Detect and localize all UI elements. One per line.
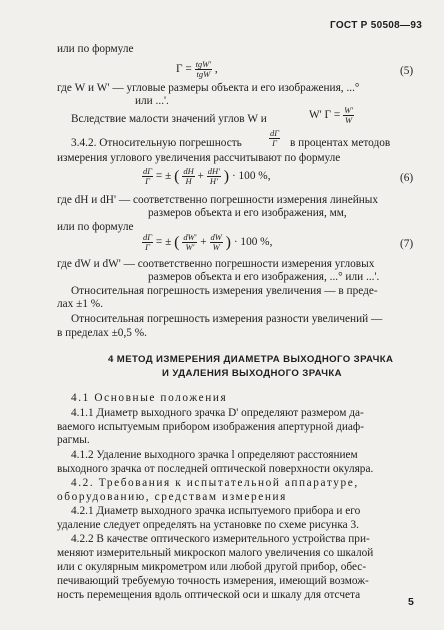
text-line: или ...'. (135, 95, 169, 107)
formula-7: $\frac{dГ}{Г}$ = ± ( $\frac{dW'}{W'}$ + $\frac{dW}{W}$ ) · 100 %, (143, 232, 273, 252)
text-line: Вследствие малости значений углов W и (71, 113, 267, 125)
text-line: печивающий требуемую точность измерения, имеющий возмож- (57, 575, 369, 587)
text-line: где dW и dW' — соответственно погрешности измерения угловых (57, 258, 375, 270)
text-line: или с окулярным микрометром или любой другой прибор, обес- (57, 561, 367, 573)
formula-operator: = ± (155, 170, 172, 183)
text-line: Относительная погрешность измерения увеличения — в преде- (71, 285, 378, 297)
text-line: выходного зрачка от последней оптической поверхности окуляра. (57, 463, 374, 475)
fraction-denominator: W (212, 242, 220, 252)
text-line: где W и W' — угловые размеры объекта и его изображения, ...° (57, 82, 360, 94)
subsection-heading: 4.2. Требования к испытательной аппаратуре, (71, 477, 359, 489)
formula-operator: + (200, 236, 207, 249)
relative-error-symbol (269, 129, 280, 148)
section-heading: И УДАЛЕНИЯ ВЫХОДНОГО ЗРАЧКА (162, 368, 342, 379)
fraction-numerator: dГ (143, 232, 153, 242)
text-line: ваемого испытуемым прибором изображения апертурной диаф- (57, 421, 364, 433)
fraction-numerator: dГ (143, 166, 153, 176)
subsection-heading: оборудованию, средствам измерения (57, 491, 287, 503)
fraction-numerator: dH (183, 166, 194, 176)
text-line: 4.2.1 Диаметр выходного зрачка испытуемого прибора и его (71, 505, 361, 517)
text-line: или по формуле (57, 43, 134, 55)
text-line: 4.1.1 Диаметр выходного зрачка D' определяют размером да- (71, 407, 364, 419)
fraction (343, 106, 354, 125)
inline-formula (309, 106, 354, 125)
fraction-denominator: W' (185, 242, 195, 252)
equation-number: (6) (400, 172, 414, 184)
fraction-denominator: Г (272, 138, 277, 148)
fraction-denominator: W (344, 115, 353, 125)
page-number: 5 (408, 596, 414, 608)
formula-tail: · 100 %, (233, 236, 273, 249)
text-line: в пределах ±0,5 %. (57, 327, 147, 339)
formula-6: $\frac{dГ}{Г}$ = ± ( $\frac{dH}{H}$ + $\frac{dH'}{H'}$ ) · 100 %, (143, 166, 271, 186)
fraction-numerator: dW (210, 232, 222, 242)
fraction (210, 233, 223, 252)
text-line: размеров объекта и его изображения, ...° или ...'. (148, 271, 380, 283)
fraction-numerator: dГ (270, 128, 280, 138)
formula-lhs: Г = (176, 63, 192, 76)
subsection-heading: 4.1 Основные положения (71, 392, 228, 404)
text-line: меняют измерительный микроскоп малого увеличения со шкалой (57, 547, 374, 559)
equation-number: (5) (400, 65, 414, 77)
equation-number: (7) (400, 238, 414, 250)
fraction (195, 60, 213, 79)
text-line: 4.2.2 В качестве оптического измерительного устройства при- (71, 533, 370, 545)
formula-tail: · 100 %, (231, 170, 271, 183)
formula-lhs: W' Г = (309, 109, 341, 122)
fraction-denominator: Г (145, 176, 150, 186)
section-heading: 4 МЕТОД ИЗМЕРЕНИЯ ДИАМЕТРА ВЫХОДНОГО ЗРАЧКА (108, 354, 394, 365)
formula-operator: + (197, 170, 204, 183)
text-line: измерения углового увеличения рассчитывают по формуле (57, 152, 341, 164)
text-line: размеров объекта и его изображения, мм, (148, 207, 347, 219)
text-line: рагмы. (57, 434, 90, 446)
text-line: 3.4.2. Относительную погрешность (71, 137, 242, 149)
text-line: 4.1.2 Удаление выходного зрачка l определяют расстоянием (71, 449, 358, 461)
formula-operator: = ± (155, 236, 172, 249)
text-line: Относительная погрешность измерения разности увеличений — (71, 313, 383, 325)
fraction-denominator: Г (145, 242, 150, 252)
text-line: удаление следует определять на установке по схеме рисунка 3. (57, 519, 359, 531)
fraction-numerator: W' (344, 105, 353, 115)
text-line: или по формуле (57, 221, 134, 233)
standard-header: ГОСТ Р 50508—93 (330, 20, 423, 31)
text-line: лах ±1 %. (57, 298, 104, 310)
fraction (142, 167, 153, 186)
fraction (142, 233, 153, 252)
formula-5: Г = $\frac{\text{tgW'}}{\text{tgW}}$ , (176, 59, 218, 79)
fraction (182, 233, 197, 252)
fraction-numerator: dH' (207, 166, 220, 176)
text-line: ность перемещения вдоль оптической оси и шкалу для отсчета (57, 589, 361, 601)
fraction-denominator: tgW (196, 69, 211, 79)
fraction-numerator: tgW' (195, 59, 212, 69)
fraction (182, 167, 194, 186)
text-line: где dH и dH' — соответственно погрешности измерения линейных (57, 194, 379, 206)
fraction-denominator: H' (209, 176, 218, 186)
fraction-numerator: dW' (183, 232, 197, 242)
fraction-denominator: H (185, 176, 192, 186)
fraction (269, 129, 280, 148)
fraction (207, 167, 221, 186)
text-line: в процентах методов (290, 137, 391, 149)
